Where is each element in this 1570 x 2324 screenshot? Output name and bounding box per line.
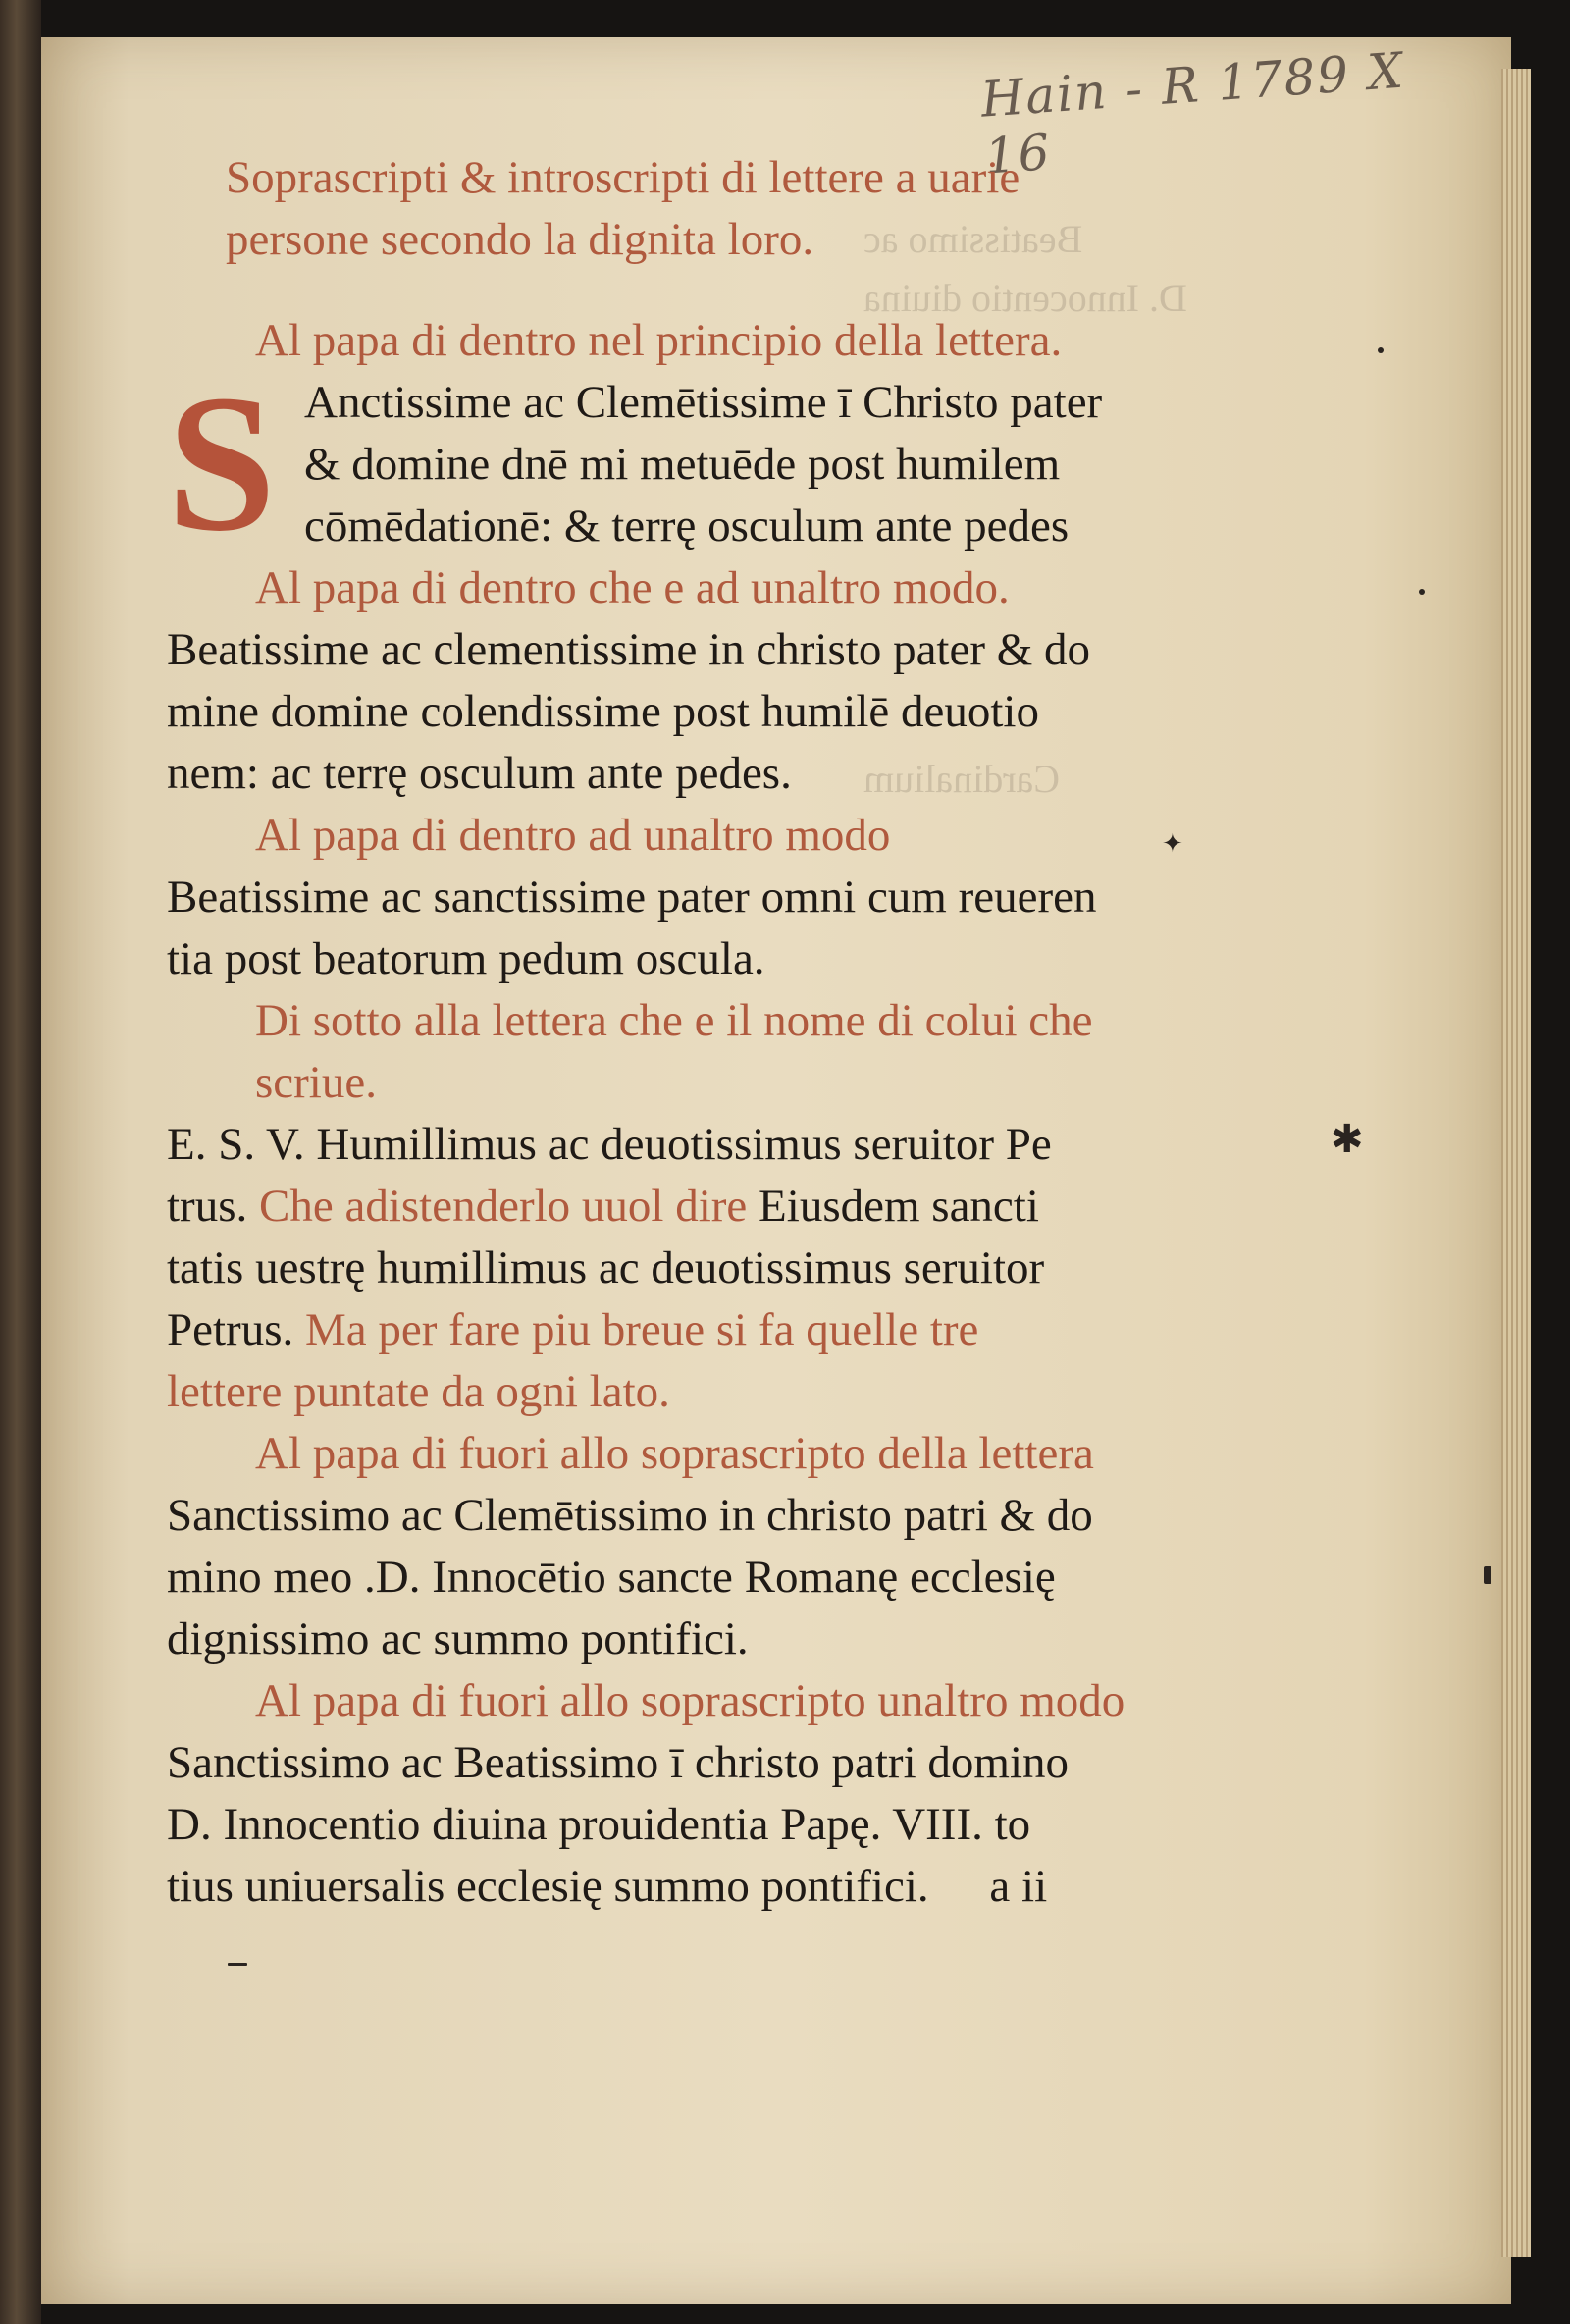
ink-speck [1419, 589, 1425, 595]
rubric: Di sotto alla lettera che e il nome di colui che [255, 995, 1093, 1046]
text-line: D. Innocentio diuina prouidentia Papę. VIII. to [167, 1799, 1031, 1850]
signature-mark: a ii [989, 1861, 1048, 1912]
text-line: dignissimo ac summo pontifici. [167, 1613, 749, 1664]
text-span: trus. [167, 1181, 248, 1232]
page-edges [1501, 69, 1531, 2257]
page-text [167, 147, 1148, 1918]
text-line: Sanctissimo ac Clemētissimo in christo patri & do [167, 1490, 1093, 1541]
text-line: tia post beatorum pedum oscula. [167, 933, 765, 984]
text-line: nem: ac terrę osculum ante pedes. [167, 748, 792, 799]
rubric: Al papa di dentro ad unaltro modo [255, 810, 891, 861]
rubric: Al papa di dentro nel principio della lettera. [255, 315, 1063, 366]
text-line: mino meo .D. Innocētio sancte Romanę ecclesię [167, 1552, 1056, 1603]
ink-speck [228, 1963, 247, 1966]
text-line: mine domine colendissime post humilē deuotio [167, 686, 1039, 737]
rubric: lettere puntate da ogni lato. [167, 1366, 670, 1417]
rubric: Al papa di fuori allo soprascripto della lettera [255, 1428, 1094, 1479]
text-line: Beatissime ac clementissime in christo pater & do [167, 624, 1091, 675]
text-line: tatis uestrę humillimus ac deuotissimus seruitor [167, 1242, 1045, 1294]
text-span: tius uniuersalis ecclesię summo pontifici. [167, 1861, 929, 1912]
text-line: Anctissime ac Clemētissime ī Christo pater [304, 377, 1103, 428]
show-through-text: Cardinalium [864, 757, 1060, 801]
handwritten-shelfmark: Hain - R 1789 X 16 [978, 41, 1407, 185]
book-binding [0, 0, 41, 2324]
text-line: & domine dnē mi metuēde post humilem [304, 439, 1061, 490]
heading-line: persone secondo la dignita loro. [226, 214, 814, 265]
rubric-span: Che adistenderlo uuol dire [259, 1181, 748, 1232]
ink-speck [1378, 347, 1384, 353]
show-through-text: D. Innocentio diuina [864, 276, 1187, 320]
text-line: cōmēdationē: & terrę osculum ante pedes [304, 501, 1070, 552]
show-through-text: Beatissimo ac [864, 217, 1083, 261]
decorated-initial: S [167, 355, 277, 572]
text-line: Beatissime ac sanctissime pater omni cum reueren [167, 872, 1097, 923]
text-line-mixed [167, 1299, 1148, 1361]
paragraph-with-initial [167, 355, 1148, 572]
rubric: Al papa di dentro che e ad unaltro modo. [255, 562, 1010, 613]
marginal-ornament: ✱ [1331, 1117, 1364, 1162]
text-span: Eiusdem sancti [759, 1181, 1039, 1232]
heading-line: Soprascripti & introscripti di lettere a uarie [226, 152, 1020, 203]
text-line-mixed [167, 1176, 1148, 1238]
rubric: Al papa di fuori allo soprascripto unaltro modo [255, 1675, 1125, 1726]
marginal-ornament: ✦ [1162, 829, 1183, 859]
text-line: Sanctissimo ac Beatissimo ī christo patri domino [167, 1737, 1070, 1788]
text-line: E. S. V. Humillimus ac deuotissimus seruitor Pe [167, 1119, 1052, 1170]
text-line-mixed [167, 1856, 1148, 1918]
ink-speck [1484, 1566, 1492, 1584]
rubric-span: Ma per fare piu breue si fa quelle tre [305, 1304, 979, 1355]
text-span: Petrus. [167, 1304, 294, 1355]
rubric: scriue. [255, 1057, 377, 1108]
